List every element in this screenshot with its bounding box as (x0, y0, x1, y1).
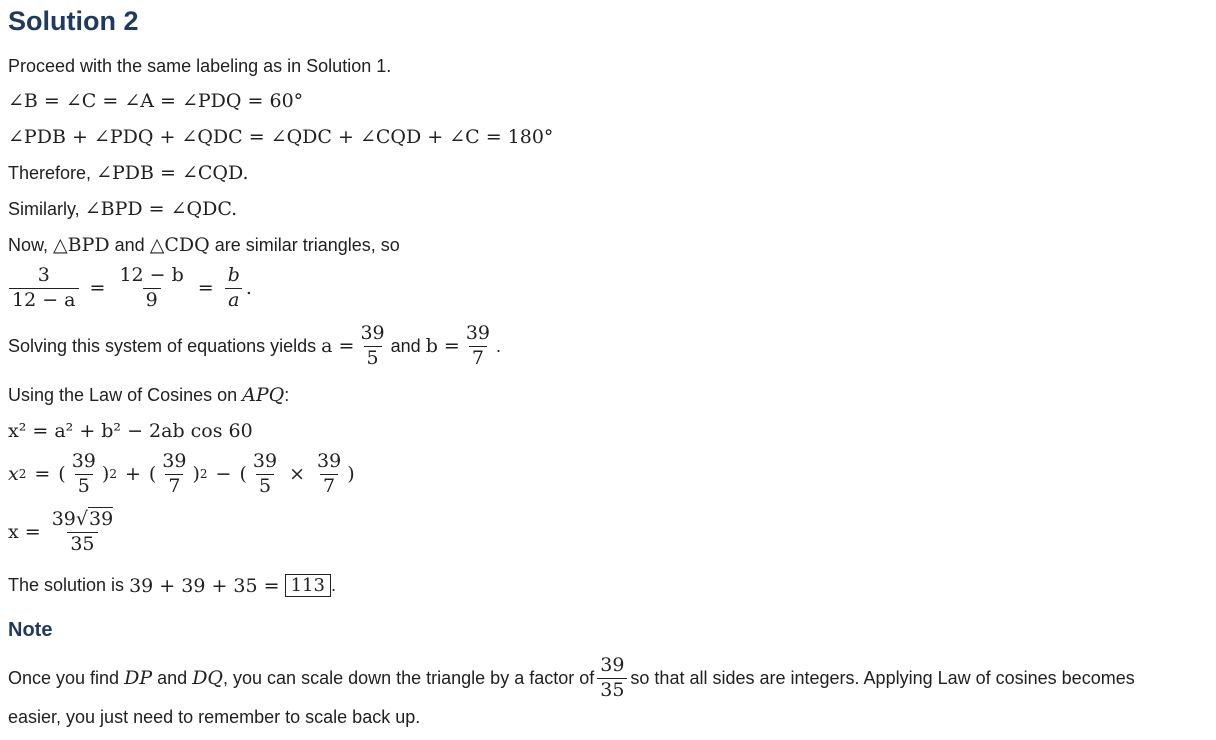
note-text-line-1 (8, 656, 1135, 701)
a-variable: a = (321, 335, 355, 358)
triangle-bpd: △BPD (53, 234, 110, 256)
law-colon: : (284, 384, 290, 405)
triangle-apq: APQ (242, 384, 285, 406)
ratio-fraction-1 (9, 266, 79, 311)
final-answer-box: 113 (285, 574, 331, 597)
scale-factor-num: 39 (600, 654, 625, 676)
ratio-fraction-2 (116, 266, 186, 311)
x-squared-equation: x 2 = ( $\frac{39}{5}$ ) 2 + ( $\frac{39}{7}$ ) 2 − ( $\frac{39}{5}$ × $\frac{39}{7}$ ) (8, 450, 355, 497)
and-label: and (114, 234, 145, 255)
angle-equation-2: ∠PDB + ∠PDQ + ∠QDC = ∠QDC + ∠CQD + ∠C = 180° (8, 126, 554, 148)
similarly-line (8, 198, 237, 220)
cosine-equation: x² = a² + b² − 2ab cos 60 (8, 420, 253, 442)
law-of-cosines-line (8, 384, 289, 406)
note-post: so that all sides are integers. Applying Law of cosines becomes (630, 667, 1135, 688)
a-value-den: 5 (364, 346, 382, 369)
x-value-equation (8, 510, 119, 555)
b-variable: b = (425, 335, 460, 358)
ratio-equation: $\frac{3}{12 - a}$ = $\frac{12 - b}{9}$ = $\frac{b}{a}$ . (6, 266, 252, 311)
solution-text: The solution is (8, 575, 125, 595)
ratio-fraction-2-num: 12 − b (119, 264, 184, 286)
and-text: and (390, 335, 421, 356)
note-mid: , you can scale down the triangle by a factor of (223, 667, 595, 688)
note-dp: DP (124, 667, 153, 690)
solution-expression: 39 + 39 + 35 = (129, 574, 280, 597)
ratio-fraction-1-num: 3 (37, 264, 50, 286)
law-text: Using the Law of Cosines on (8, 384, 238, 405)
angle-equation-1: ∠B = ∠C = ∠A = ∠PDQ = 60° (8, 90, 304, 112)
x-value-fraction: $\frac{39√39}{35}$ (51, 508, 114, 555)
intro-text: Proceed with the same labeling as in Solution 1. (8, 56, 392, 76)
therefore-label: Therefore, (8, 162, 92, 183)
triangle-cdq: △CDQ (149, 234, 210, 256)
note-text-line-2: easier, you just need to remember to scale back up. (8, 707, 421, 727)
therefore-line (8, 162, 249, 184)
a-value-fraction (357, 324, 387, 369)
now-label: Now, (8, 234, 49, 255)
ratio-fraction-3-den: a (225, 288, 242, 311)
note-heading: Note (8, 619, 53, 641)
x-value-coefficient: 39 (51, 508, 76, 530)
scale-factor-den: 35 (597, 678, 627, 701)
similarly-expression: ∠BPD = ∠QDC. (84, 198, 238, 220)
similarly-label: Similarly, (8, 198, 80, 219)
b-value-fraction (463, 324, 493, 369)
solving-line: Solving this system of equations yields a = $\frac{39}{5}$ and b = $\frac{39}{7}$ . (8, 322, 502, 369)
a-value-num: 39 (360, 322, 385, 344)
solution-line: The solution is 39 + 39 + 35 = 113 . (8, 574, 336, 597)
ratio-fraction-3 (225, 266, 243, 311)
b-value-den: 7 (469, 346, 487, 369)
therefore-expression: ∠PDB = ∠CQD. (96, 162, 249, 184)
ratio-fraction-3-num: b (227, 264, 240, 286)
scale-factor-fraction (597, 656, 627, 701)
note-dq: DQ (192, 667, 224, 690)
ratio-fraction-1-den: 12 − a (9, 288, 79, 311)
similar-triangles-line (8, 234, 400, 256)
x-value-den: 35 (67, 532, 97, 555)
b-value-num: 39 (465, 322, 491, 344)
note-pre: Once you find (8, 667, 120, 688)
note-and: and (157, 667, 188, 688)
x-value-radicand: 39 (88, 508, 114, 530)
similar-text: are similar triangles, so (214, 234, 400, 255)
page-title: Solution 2 (8, 6, 139, 36)
x-lhs: x = (8, 521, 41, 544)
ratio-fraction-2-den: 9 (143, 288, 161, 311)
solving-text: Solving this system of equations yields (8, 335, 317, 356)
